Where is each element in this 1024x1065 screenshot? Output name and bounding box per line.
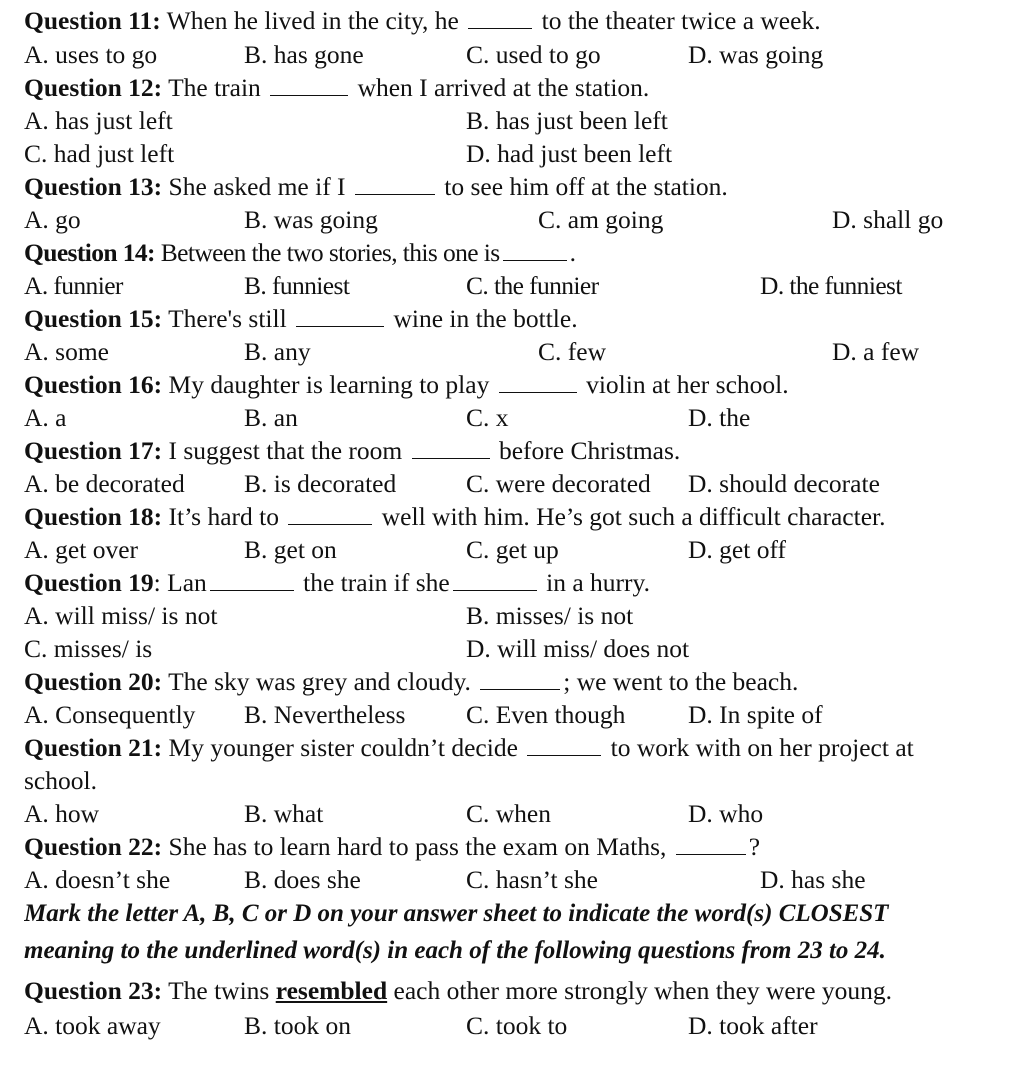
question-text: in a hurry. <box>546 568 650 597</box>
question-13 <box>24 170 728 203</box>
question-text: Lan <box>167 568 207 597</box>
option-b: B. took on <box>244 1011 351 1040</box>
option-c: C. hasn’t she <box>466 865 598 894</box>
option-a: A. will miss/ is not <box>24 601 218 630</box>
answer-blank <box>676 832 746 855</box>
question-text: each other more strongly when they were young. <box>393 976 893 1005</box>
question-label: Question 11: <box>24 6 161 35</box>
instruction-line-1: Mark the letter A, B, C or D on your answer sheet to indicate the word(s) CLOSEST <box>24 900 889 927</box>
option-c: C. x <box>466 403 509 432</box>
option-b: B. misses/ is not <box>466 601 634 630</box>
answer-blank <box>453 568 537 591</box>
question-text: violin at her school. <box>586 370 789 399</box>
question-label: Question 18: <box>24 502 163 531</box>
option-d: D. the funniest <box>760 271 902 300</box>
option-d: D. was going <box>688 40 824 69</box>
option-c: C. get up <box>466 535 559 564</box>
option-b: B. get on <box>244 535 337 564</box>
option-a: A. Consequently <box>24 700 196 729</box>
option-d: D. should decorate <box>688 469 880 498</box>
question-15 <box>24 302 578 335</box>
answer-blank <box>355 172 435 195</box>
question-text: There's still <box>168 304 287 333</box>
label-colon: : <box>153 568 161 597</box>
question-text: Between the two stories, this one is <box>160 238 500 267</box>
option-b: B. does she <box>244 865 361 894</box>
option-a: A. some <box>24 337 109 366</box>
question-14 <box>24 236 575 269</box>
option-a: A. get over <box>24 535 139 564</box>
question-19 <box>24 566 650 599</box>
question-16 <box>24 368 789 401</box>
option-d: D. took after <box>688 1011 818 1040</box>
question-text: It’s hard to <box>168 502 279 531</box>
option-c: C. were decorated <box>466 469 651 498</box>
option-d: D. will miss/ does not <box>466 634 690 663</box>
option-a: A. funnier <box>24 271 123 300</box>
question-text: to work with on her project at <box>610 733 914 762</box>
option-b: B. funniest <box>244 271 350 300</box>
question-22 <box>24 830 760 863</box>
question-text: ; we went to the beach. <box>563 667 799 696</box>
option-b: B. Nevertheless <box>244 700 406 729</box>
question-text: ? <box>748 832 761 861</box>
option-d: D. get off <box>688 535 786 564</box>
question-text: My daughter is learning to play <box>168 370 490 399</box>
question-label: Question 17: <box>24 436 163 465</box>
question-21-continuation: school. <box>24 766 97 795</box>
option-b: B. is decorated <box>244 469 397 498</box>
question-label: Question 22: <box>24 832 163 861</box>
underlined-word: resembled <box>275 976 388 1005</box>
option-d: D. had just been left <box>466 139 673 168</box>
option-a: A. took away <box>24 1011 161 1040</box>
option-a: A. doesn’t she <box>24 865 171 894</box>
option-c: C. am going <box>538 205 664 234</box>
question-label: Question 15: <box>24 304 163 333</box>
question-20 <box>24 665 798 698</box>
option-b: B. has just been left <box>466 106 668 135</box>
question-label: Question 12: <box>24 73 163 102</box>
question-text: the train if she <box>303 568 450 597</box>
question-23 <box>24 974 892 1007</box>
option-a: A. uses to go <box>24 40 158 69</box>
option-c: C. misses/ is <box>24 634 153 663</box>
option-c: C. took to <box>466 1011 568 1040</box>
question-11 <box>24 4 821 37</box>
question-label: Question 13: <box>24 172 163 201</box>
option-b: B. an <box>244 403 298 432</box>
question-18 <box>24 500 885 533</box>
option-d: D. a few <box>832 337 920 366</box>
question-text: wine in the bottle. <box>393 304 578 333</box>
question-label: Question 19 <box>24 568 154 597</box>
option-a: A. has just left <box>24 106 173 135</box>
question-text: She asked me if I <box>168 172 346 201</box>
question-12 <box>24 71 649 104</box>
option-a: A. a <box>24 403 67 432</box>
option-d: D. the <box>688 403 751 432</box>
question-text: My younger sister couldn’t decide <box>168 733 518 762</box>
question-text: to see him off at the station. <box>444 172 728 201</box>
question-text: to the theater twice a week. <box>541 6 821 35</box>
question-21 <box>24 731 914 764</box>
option-d: D. In spite of <box>688 700 823 729</box>
option-d: D. has she <box>760 865 866 894</box>
option-b: B. has gone <box>244 40 364 69</box>
question-label: Question 23: <box>24 976 163 1005</box>
option-c: C. used to go <box>466 40 601 69</box>
option-a: A. go <box>24 205 81 234</box>
answer-blank <box>270 73 348 96</box>
question-text: well with him. He’s got such a difficult character. <box>381 502 886 531</box>
option-c: C. few <box>538 337 606 366</box>
answer-blank <box>210 568 294 591</box>
question-text: The twins <box>168 976 270 1005</box>
option-c: C. when <box>466 799 551 828</box>
option-b: B. was going <box>244 205 378 234</box>
answer-blank <box>499 370 577 393</box>
answer-blank <box>527 733 601 756</box>
question-17 <box>24 434 680 467</box>
option-b: B. what <box>244 799 324 828</box>
question-text: The sky was grey and cloudy. <box>168 667 471 696</box>
option-a: A. how <box>24 799 100 828</box>
option-b: B. any <box>244 337 311 366</box>
question-label: Question 20: <box>24 667 163 696</box>
option-a: A. be decorated <box>24 469 185 498</box>
question-text: She has to learn hard to pass the exam on Maths, <box>168 832 667 861</box>
question-text: before Christmas. <box>498 436 681 465</box>
option-c: C. the funnier <box>466 271 599 300</box>
option-c: C. Even though <box>466 700 626 729</box>
answer-blank <box>288 502 372 525</box>
option-c: C. had just left <box>24 139 175 168</box>
question-label: Question 16: <box>24 370 163 399</box>
answer-blank <box>480 667 560 690</box>
question-label: Question 14: <box>24 238 155 267</box>
question-text: I suggest that the room <box>168 436 403 465</box>
answer-blank <box>503 238 567 261</box>
answer-blank <box>468 6 532 29</box>
answer-blank <box>296 304 384 327</box>
question-text: When he lived in the city, he <box>166 6 459 35</box>
option-d: D. shall go <box>832 205 944 234</box>
question-label: Question 21: <box>24 733 163 762</box>
question-text: when I arrived at the station. <box>357 73 650 102</box>
instruction-line-2: meaning to the underlined word(s) in each of the following questions from 23 to 24. <box>24 937 886 964</box>
answer-blank <box>412 436 490 459</box>
option-d: D. who <box>688 799 764 828</box>
question-text: . <box>569 238 576 267</box>
question-text: The train <box>168 73 261 102</box>
